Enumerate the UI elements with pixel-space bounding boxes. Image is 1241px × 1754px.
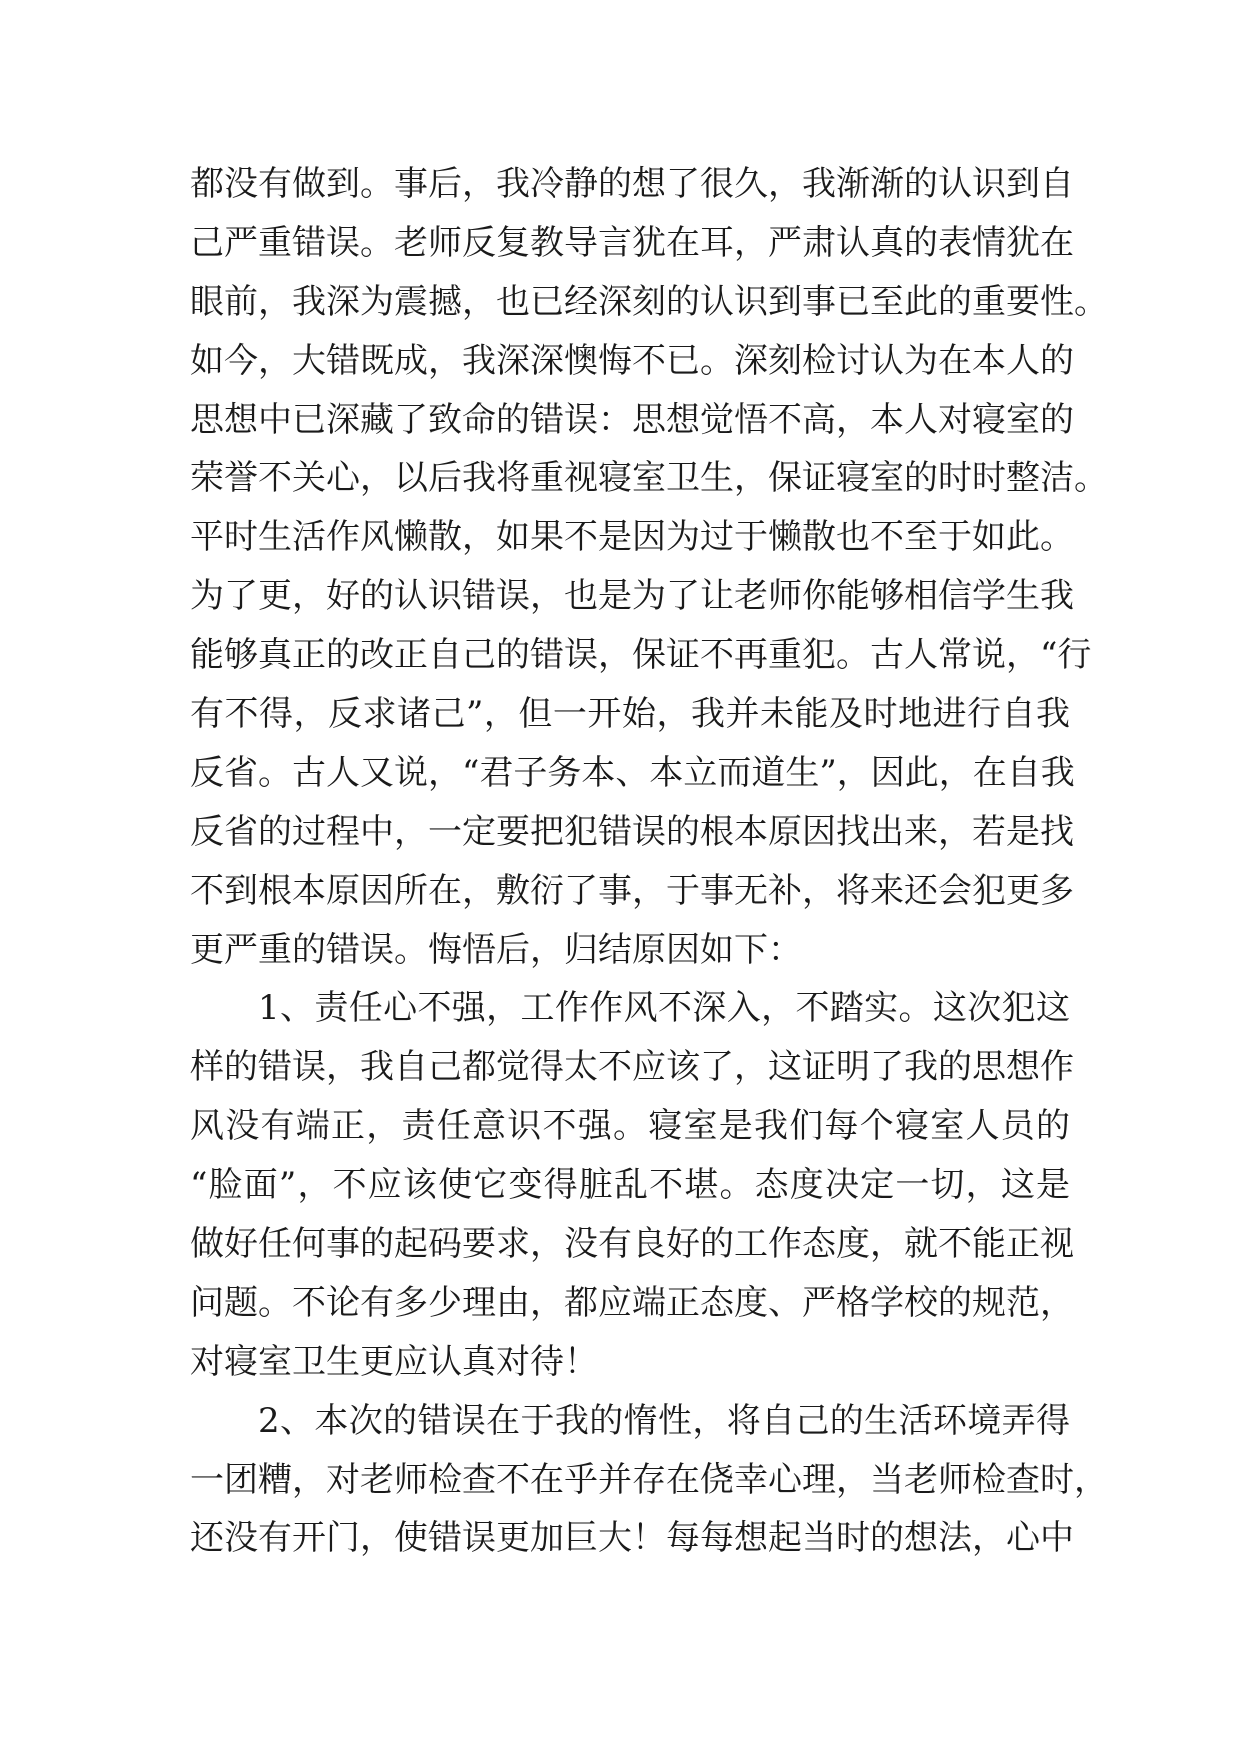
text-line: 问题。不论有多少理由，都应端正态度、严格学校的规范， <box>190 1282 1074 1323</box>
text-line: 样的错误，我自己都觉得太不应该了，这证明了我的思想作 <box>190 1047 1074 1088</box>
text-line: 不到根本原因所在，敷衍了事，于事无补，将来还会犯更多 <box>190 870 1074 911</box>
text-line: 为了更，好的认识错误，也是为了让老师你能够相信学生我 <box>190 576 1074 617</box>
text-line: 更严重的错误。悔悟后，归结原因如下： <box>190 929 802 970</box>
text-line: 一团糟，对老师检查不在乎并存在侥幸心理，当老师检查时， <box>190 1459 1108 1500</box>
text-line: 对寝室卫生更应认真对待！ <box>190 1341 598 1382</box>
text-line: “脸面”，不应该使它变得脏乱不堪。态度决定一切，这是 <box>190 1165 1070 1206</box>
text-line: 能够真正的改正自己的错误，保证不再重犯。古人常说，“行 <box>190 635 1092 676</box>
text-line: 做好任何事的起码要求，没有良好的工作态度，就不能正视 <box>190 1224 1074 1265</box>
text-line: 眼前，我深为震撼，也已经深刻的认识到事已至此的重要性。 <box>190 281 1108 322</box>
document-body <box>190 155 1108 1568</box>
text-line: 反省。古人又说，“君子务本、本立而道生”，因此，在自我 <box>190 752 1075 793</box>
text-line: 2、本次的错误在于我的惰性，将自己的生活环境弄得 <box>258 1400 1070 1441</box>
text-line: 风没有端正，责任意识不强。寝室是我们每个寝室人员的 <box>190 1106 1070 1147</box>
text-line: 都没有做到。事后，我冷静的想了很久，我渐渐的认识到自 <box>190 164 1074 204</box>
text-line: 荣誉不关心，以后我将重视寝室卫生，保证寝室的时时整洁。 <box>190 458 1108 499</box>
text-line: 如今，大错既成，我深深懊悔不已。深刻检讨认为在本人的 <box>190 340 1074 381</box>
text-line: 思想中已深藏了致命的错误：思想觉悟不高，本人对寝室的 <box>190 399 1074 440</box>
text-line: 反省的过程中，一定要把犯错误的根本原因找出来，若是找 <box>190 811 1074 852</box>
text-line: 己严重错误。老师反复教导言犹在耳，严肃认真的表情犹在 <box>190 222 1074 263</box>
text-line: 有不得，反求诸己”，但一开始，我并未能及时地进行自我 <box>190 694 1070 735</box>
text-line: 还没有开门，使错误更加巨大！每每想起当时的想法，心中 <box>190 1518 1074 1559</box>
text-line: 1、责任心不强，工作作风不深入，不踏实。这次犯这 <box>258 988 1070 1029</box>
text-line: 平时生活作风懒散，如果不是因为过于懒散也不至于如此。 <box>190 517 1074 558</box>
